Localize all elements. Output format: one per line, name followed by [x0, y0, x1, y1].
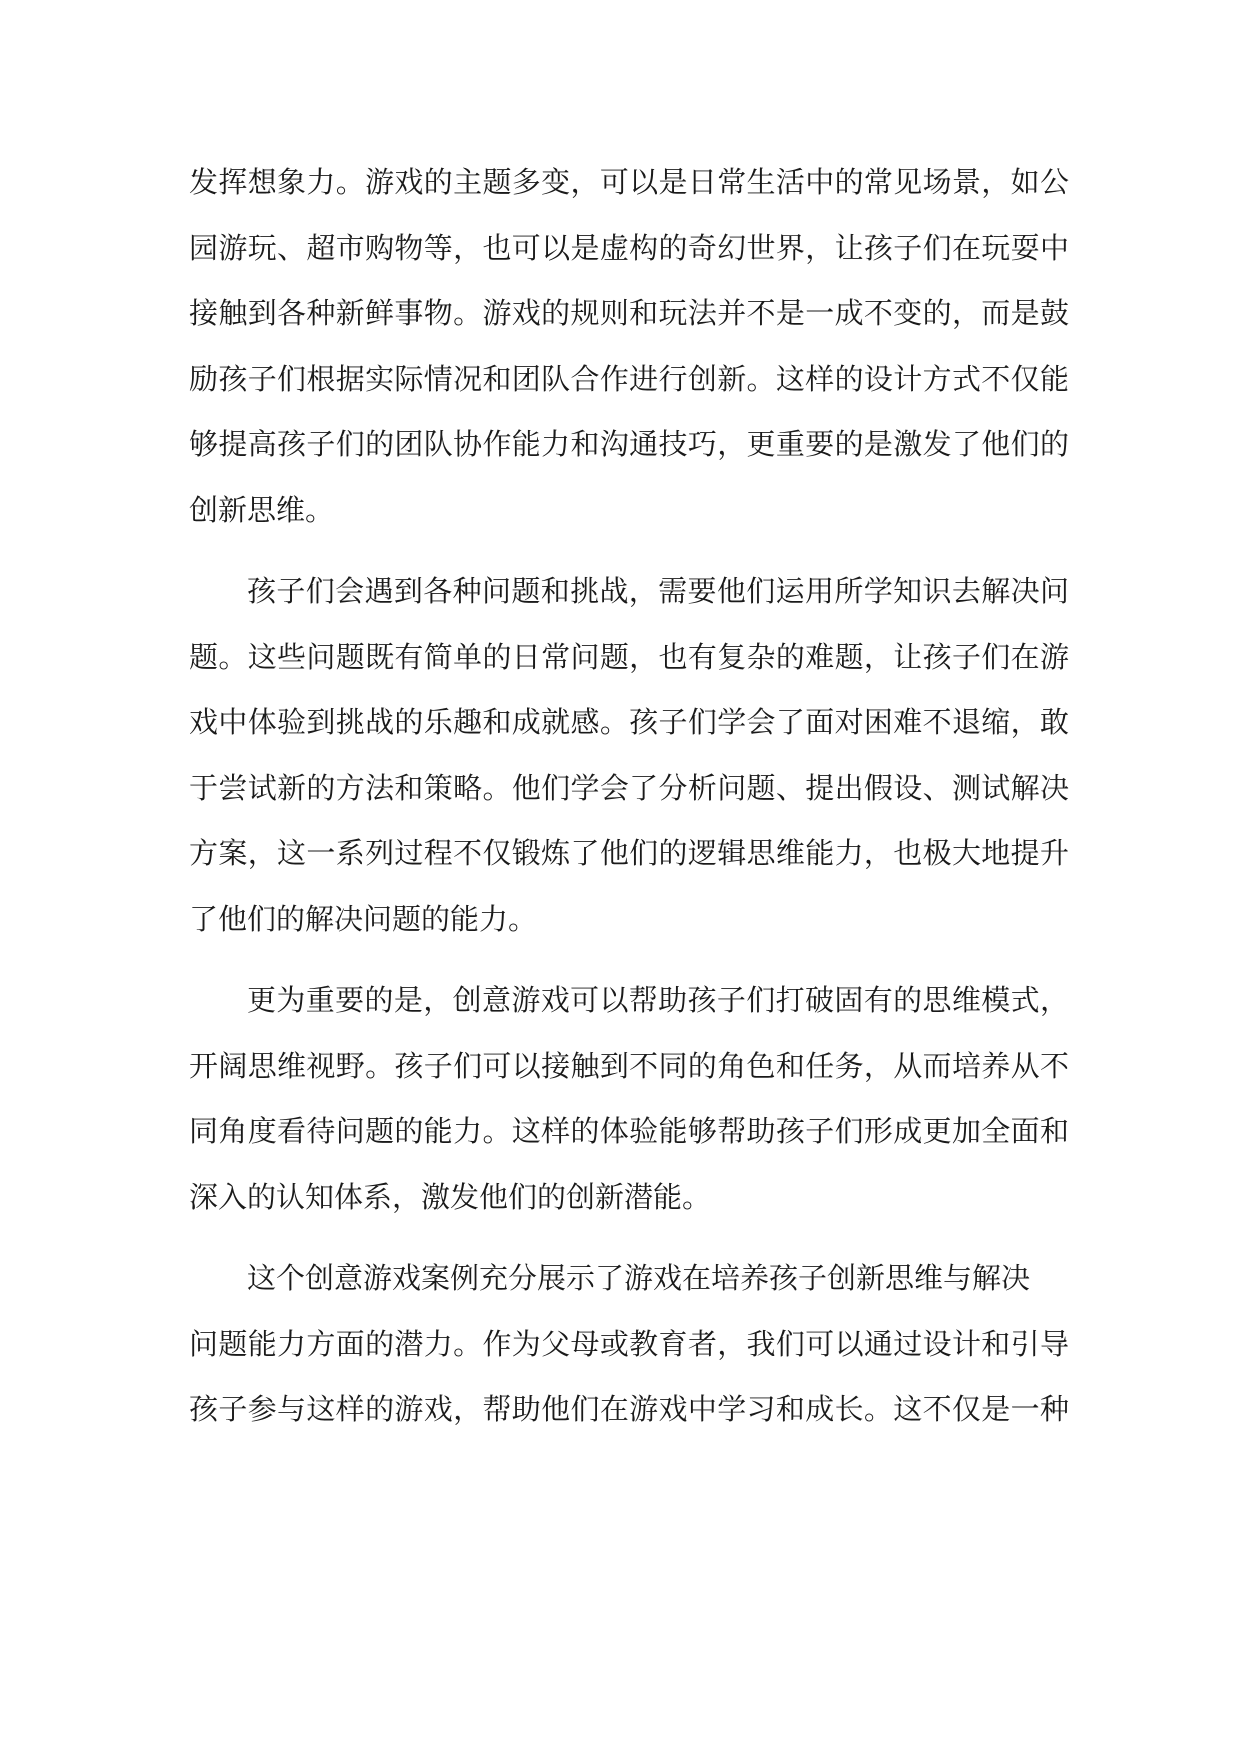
text-line: 开阔思维视野。孩子们可以接触到不同的角色和任务，从而培养从不 [189, 1048, 1069, 1083]
text-line: 励孩子们根据实际情况和团队合作进行创新。这样的设计方式不仅能 [189, 361, 1069, 396]
text-line: 题。这些问题既有简单的日常问题，也有复杂的难题，让孩子们在游 [189, 639, 1069, 674]
text-line: 戏中体验到挑战的乐趣和成就感。孩子们学会了面对困难不退缩，敢 [189, 705, 1069, 739]
text-line: 接触到各种新鲜事物。游戏的规则和玩法并不是一成不变的，而是鼓 [189, 296, 1069, 330]
text-line: 同角度看待问题的能力。这样的体验能够帮助孩子们形成更加全面和 [189, 1114, 1069, 1148]
text-line: 创新思维。 [189, 492, 335, 527]
text-line: 更为重要的是，创意游戏可以帮助孩子们打破固有的思维模式， [247, 983, 1069, 1017]
paragraph [189, 968, 1069, 1230]
text-line: 孩子们会遇到各种问题和挑战，需要他们运用所学知识去解决问 [247, 574, 1069, 608]
text-line: 孩子参与这样的游戏，帮助他们在游戏中学习和成长。这不仅是一种 [189, 1392, 1069, 1426]
text-line: 了他们的解决问题的能力。 [189, 901, 538, 936]
text-line: 方案，这一系列过程不仅锻炼了他们的逻辑思维能力，也极大地提升 [189, 836, 1069, 870]
paragraph [189, 559, 1069, 952]
paragraph [189, 1246, 1069, 1443]
text-line: 深入的认知体系，激发他们的创新潜能。 [189, 1179, 712, 1214]
text-line: 这个创意游戏案例充分展示了游戏在培养孩子创新思维与解决 [247, 1261, 1031, 1295]
paragraph [189, 150, 1069, 543]
text-line: 园游玩、超市购物等，也可以是虚构的奇幻世界，让孩子们在玩耍中 [189, 230, 1069, 265]
text-line: 问题能力方面的潜力。作为父母或教育者，我们可以通过设计和引导 [189, 1326, 1069, 1361]
document-body [189, 150, 1069, 1443]
text-line: 于尝试新的方法和策略。他们学会了分析问题、提出假设、测试解决 [189, 770, 1069, 805]
text-line: 发挥想象力。游戏的主题多变，可以是日常生活中的常见场景，如公 [189, 165, 1069, 199]
text-line: 够提高孩子们的团队协作能力和沟通技巧，更重要的是激发了他们的 [189, 427, 1069, 461]
